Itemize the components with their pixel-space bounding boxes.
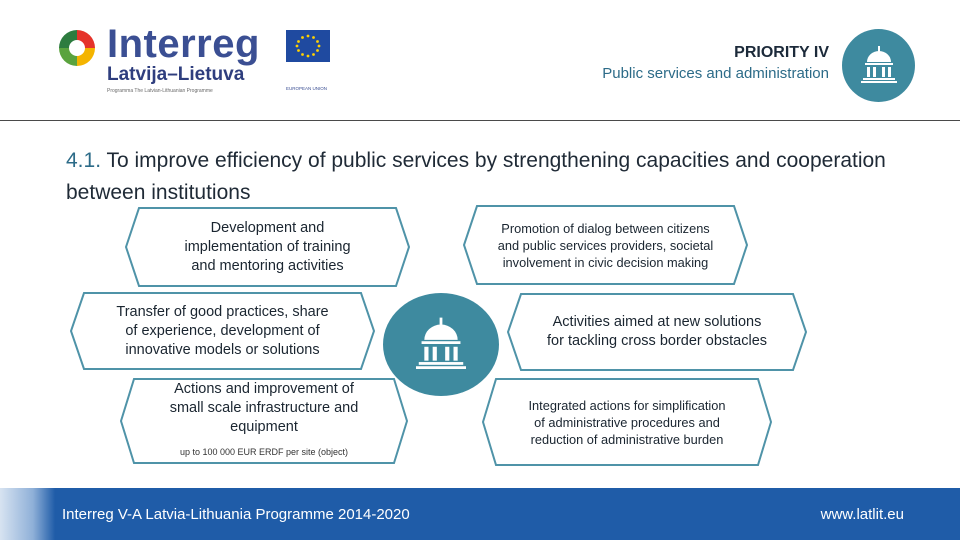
priority-title: PRIORITY IV (734, 44, 829, 61)
activity-label: Activities aimed at new solutions for tackling cross border obstacles (547, 314, 768, 349)
public-building-icon (416, 317, 466, 371)
activity-label: Development and implementation of training and mentoring activities (184, 219, 351, 274)
footer-programme: Interreg V-A Latvia-Lithuania Programme 2014-2020 (62, 506, 410, 523)
activity-infrastructure (120, 378, 408, 464)
funding-note: up to 100 000 EUR ERDF per site (object) (179, 447, 349, 457)
activity-label: Integrated actions for simplification of administrative procedures and reduction of administrative burden (528, 397, 726, 447)
eu-label: EUROPEAN UNION (286, 86, 328, 91)
footer-accent (0, 488, 55, 540)
header-divider (0, 120, 960, 121)
priority-badge (842, 29, 915, 102)
logo-tagline: Programma The Latvian-Lithuanian Programme (107, 88, 213, 94)
activity-simplification (482, 378, 772, 466)
activity-label: Actions and improvement of small scale infrastructure and equipment (169, 381, 359, 435)
logo-subtitle: Latvija–Lietuva (107, 64, 245, 85)
activity-training (125, 207, 410, 287)
objective-text: To improve efficiency of public services by strengthening capacities and cooperation between institutions (66, 149, 886, 204)
public-building-icon (861, 46, 897, 84)
activity-cross-border (507, 293, 807, 371)
activity-good-practices (70, 292, 375, 370)
footer-website-link[interactable]: www.latlit.eu (820, 506, 904, 523)
objective-number: 4.1. (66, 149, 102, 172)
priority-subtitle: Public services and administration (602, 65, 829, 82)
interreg-swirl-logo-icon (55, 26, 99, 70)
activity-label: Transfer of good practices, share of experience, development of innovative models or solutions (116, 303, 329, 358)
eu-flag-icon (286, 30, 330, 62)
activity-label: Promotion of dialog between citizens and public services providers, societal involvement in civic decision making (497, 220, 714, 270)
objective-heading (66, 145, 886, 209)
logo-wordmark: Interreg (107, 22, 260, 66)
priority-block (602, 44, 829, 82)
interreg-logo (55, 22, 335, 100)
activity-citizen-dialog (463, 205, 748, 285)
footer-bar (0, 488, 960, 540)
